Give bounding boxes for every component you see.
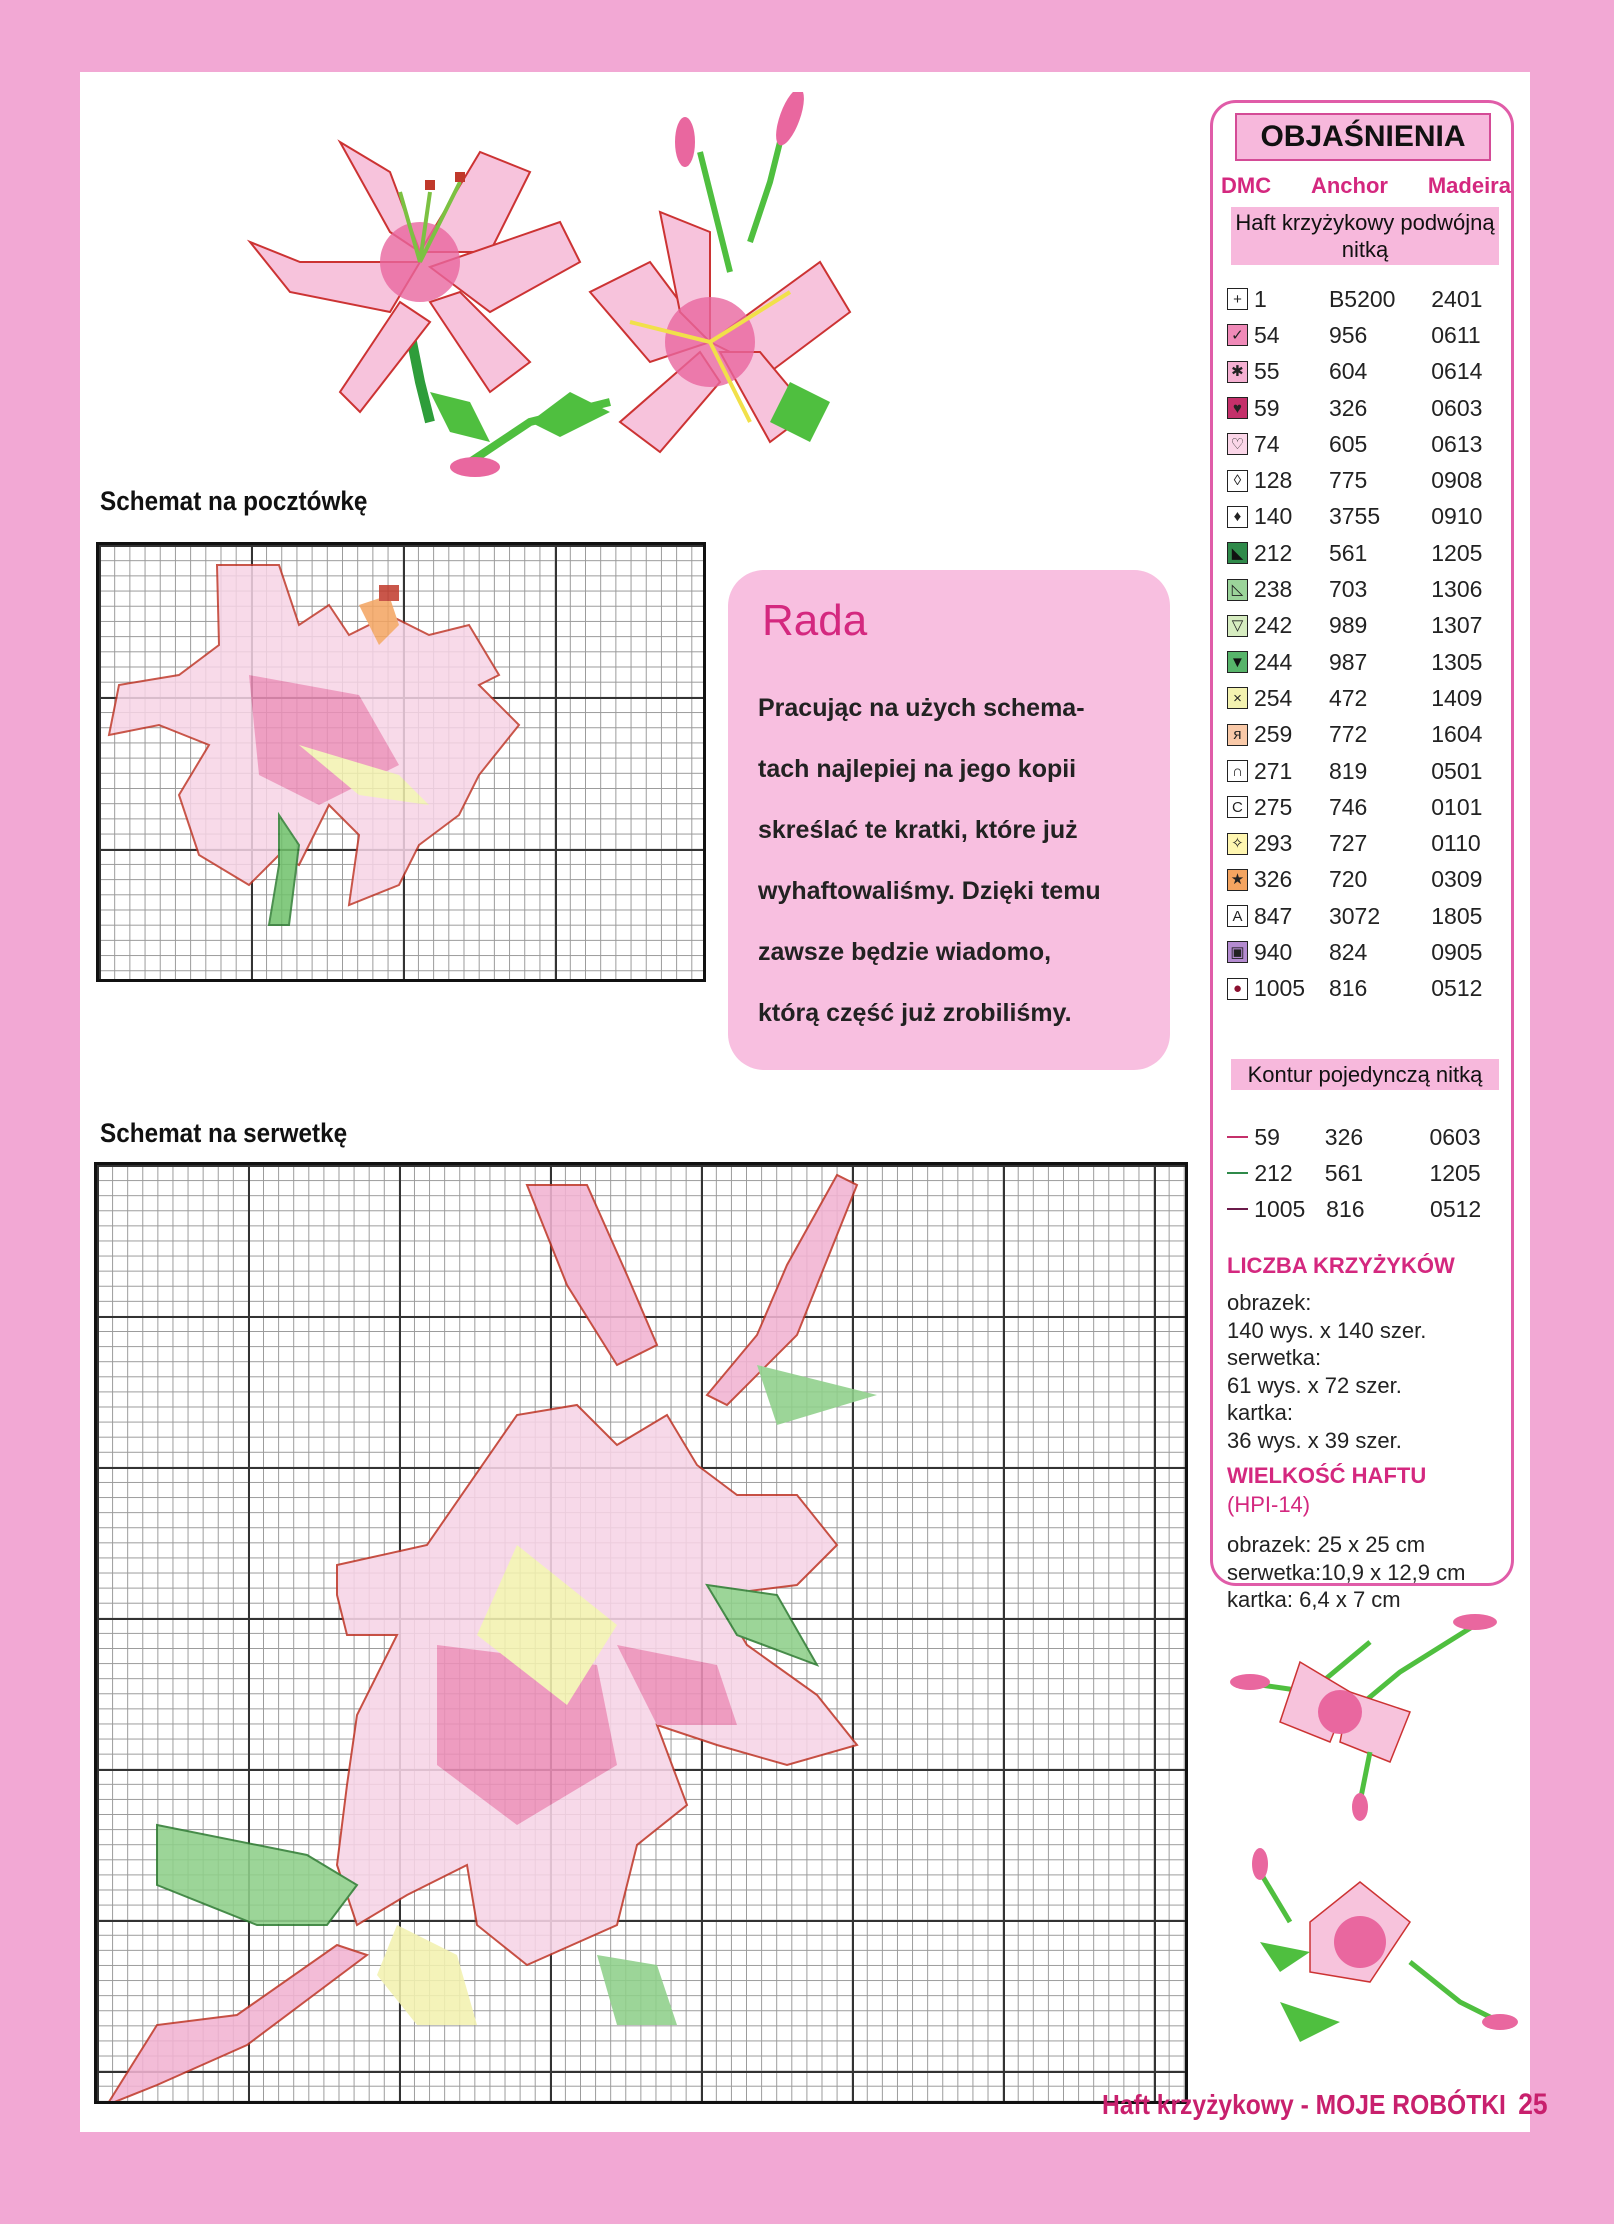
madeira-code: 0512 [1431,975,1483,1002]
outline-row [1227,1191,1507,1227]
legend-row [1227,426,1507,462]
postcard-lily-pattern [99,545,703,979]
dmc-code: 212 [1253,539,1293,566]
lily-left [250,142,580,442]
legend-row [1227,317,1507,353]
legend-row [1227,971,1507,1007]
stitch-symbol-icon: ◣ [1227,542,1248,564]
anchor-code: 956 [1328,321,1368,348]
madeira-code: 0603 [1431,394,1483,421]
dmc-code: 244 [1253,648,1293,675]
anchor-code: 326 [1328,394,1368,421]
dmc-code: 847 [1253,902,1293,929]
legend-row [1227,281,1507,317]
dmc-code: 242 [1253,612,1293,639]
stitch-symbol-icon: + [1227,288,1248,310]
size-sub: (HPI-14) [1227,1492,1311,1517]
madeira-code: 0905 [1431,938,1483,965]
legend-row [1227,571,1507,607]
anchor-code: 772 [1328,721,1368,748]
madeira-code: 0603 [1429,1123,1481,1150]
dmc-code: 1005 [1253,975,1306,1002]
page-footer [1102,2088,1548,2122]
anchor-code: 3755 [1328,503,1381,530]
magazine-page [80,72,1548,2132]
legend-row [1227,825,1507,861]
madeira-code: 1205 [1431,539,1483,566]
napkin-chart-grid [94,1162,1188,2104]
madeira-code: 0512 [1430,1195,1482,1222]
legend-panel [1210,100,1514,1612]
stitch-symbol-icon: ● [1227,978,1248,1000]
anchor-code: 824 [1328,938,1368,965]
small-lily-bottom [1252,1848,1518,2042]
outline-line-icon [1227,1172,1248,1174]
dmc-code: 271 [1253,757,1293,784]
dmc-code: 59 [1253,394,1280,421]
dmc-code: 293 [1253,830,1293,857]
dmc-code: 238 [1253,576,1293,603]
outline-rows [1227,1119,1507,1227]
size-header: WIELKOŚĆ HAFTU [1227,1463,1427,1488]
tip-box [728,570,1170,1070]
dmc-code: 275 [1253,793,1293,820]
madeira-code: 0910 [1431,503,1483,530]
stitch-symbol-icon: ▽ [1227,615,1248,637]
stitch-symbol-icon: ✓ [1227,324,1248,346]
stitch-symbol-icon: × [1227,687,1248,709]
madeira-code: 0309 [1431,866,1483,893]
anchor-code: 989 [1328,612,1368,639]
madeira-code: 0110 [1431,830,1481,857]
postcard-chart-grid [96,542,706,982]
legend-row [1227,862,1507,898]
stitch-count-header: LICZBA KRZYŻYKÓW [1227,1253,1455,1278]
madeira-code: 1409 [1431,684,1483,711]
legend-row [1227,499,1507,535]
anchor-code: 326 [1324,1123,1364,1150]
dmc-code: 128 [1253,467,1293,494]
legend-row [1227,717,1507,753]
dmc-code: 1005 [1254,1195,1306,1222]
page-number: 25 [1518,2088,1548,2121]
anchor-code: 746 [1328,793,1368,820]
anchor-code: 3072 [1328,902,1381,929]
stitch-symbol-icon: ♡ [1227,433,1248,455]
outline-line-icon [1227,1208,1248,1210]
madeira-code: 0613 [1431,430,1483,457]
count-line: 61 wys. x 72 szer. [1227,1372,1402,1398]
legend-row [1227,753,1507,789]
count-line: 140 wys. x 140 szer. [1227,1317,1427,1343]
outline-row [1227,1155,1507,1191]
tip-line: Pracując na użych schema- [758,694,1085,722]
anchor-code: 819 [1328,757,1368,784]
anchor-code: 472 [1328,684,1368,711]
napkin-chart-heading: Schemat na serwetkę [100,1118,348,1148]
stitch-symbol-icon: ▣ [1227,941,1248,963]
madeira-code: 1205 [1429,1159,1481,1186]
tip-title: Rada [762,596,868,645]
stitch-symbol-icon: ♥ [1227,397,1248,419]
madeira-code: 1306 [1431,576,1483,603]
madeira-code: 0101 [1431,793,1483,820]
footer-text: Haft krzyżykowy - MOJE ROBÓTKI [1102,2089,1506,2120]
stitch-symbol-icon: ✧ [1227,833,1248,855]
legend-row [1227,680,1507,716]
lily-illustrations [230,92,990,542]
legend-row [1227,934,1507,970]
napkin-lily-pattern [97,1165,1185,2101]
brand-anchor: Anchor [1310,173,1388,198]
dmc-code: 940 [1253,938,1293,965]
madeira-code: 1604 [1431,721,1483,748]
dmc-code: 59 [1254,1123,1280,1150]
anchor-code: 816 [1326,1195,1365,1222]
anchor-code: 703 [1328,576,1368,603]
brand-madeira: Madeira [1427,173,1511,198]
count-line: kartka: [1227,1400,1294,1425]
stitch-symbol-icon: ◊ [1227,470,1248,492]
count-line: obrazek: [1227,1290,1312,1315]
madeira-code: 1305 [1431,648,1483,675]
size-line: serwetka:10,9 x 12,9 cm [1227,1559,1466,1585]
stitch-symbol-icon: ∩ [1227,760,1248,782]
stitch-count-lines [1227,1289,1426,1454]
stitch-symbol-icon: C [1227,796,1248,818]
dmc-code: 140 [1253,503,1293,530]
dmc-code: 326 [1253,866,1293,893]
tip-line: wyhaftowaliśmy. Dzięki temu [758,877,1101,905]
madeira-code: 1307 [1431,612,1483,639]
stitch-symbol-icon: ♦ [1227,506,1248,528]
legend-brand-headers [1221,173,1511,199]
dmc-code: 55 [1253,358,1280,385]
legend-title: OBJAŚNIENIA [1235,113,1491,161]
anchor-code: 816 [1328,975,1368,1002]
dmc-code: 212 [1254,1159,1293,1186]
dmc-code: 74 [1253,430,1280,457]
dmc-code: 1 [1253,285,1267,312]
stitch-symbol-icon: A [1227,905,1248,927]
legend-row [1227,535,1507,571]
tip-line: zawsze będzie wiadomo, [758,938,1052,966]
outline-row [1227,1119,1507,1155]
tip-line: tach najlepiej na jego kopii [758,755,1077,783]
anchor-code: 561 [1324,1159,1364,1186]
anchor-code: 727 [1328,830,1368,857]
legend-rows [1227,281,1507,1007]
legend-row [1227,789,1507,825]
cross-stitch-header: Haft krzyżykowy podwójną nitką [1231,207,1499,265]
legend-row [1227,462,1507,498]
small-lily-illustrations [1220,1602,1520,2072]
legend-row [1227,608,1507,644]
tip-body [758,678,1158,1044]
madeira-code: 0501 [1431,757,1483,784]
dmc-code: 254 [1253,684,1293,711]
postcard-chart-heading: Schemat na pocztówkę [100,486,368,516]
outline-line-icon [1227,1136,1248,1138]
size-line: kartka: 6,4 x 7 cm [1227,1587,1401,1612]
madeira-code: 2401 [1431,285,1483,312]
anchor-code: 987 [1328,648,1368,675]
stitch-symbol-icon: ◺ [1227,579,1248,601]
tip-line: skreślać te kratki, które już [758,816,1078,844]
stitch-symbol-icon: ✱ [1227,361,1248,383]
stitch-symbol-icon: я [1227,724,1248,746]
anchor-code: 720 [1328,866,1368,893]
madeira-code: 0908 [1431,467,1483,494]
stitch-symbol-icon: ▼ [1227,651,1248,673]
count-line: 36 wys. x 39 szer. [1227,1427,1402,1453]
anchor-code: 561 [1328,539,1368,566]
anchor-code: 605 [1328,430,1368,457]
size-line: obrazek: 25 x 25 cm [1227,1532,1426,1557]
madeira-code: 1805 [1431,902,1483,929]
count-line: serwetka: [1227,1345,1322,1370]
small-lily-top [1230,1614,1497,1821]
madeira-code: 0611 [1431,321,1481,348]
madeira-code: 0614 [1431,358,1483,385]
legend-row [1227,390,1507,426]
brand-dmc: DMC [1221,173,1272,198]
outline-header: Kontur pojedynczą nitką [1231,1059,1499,1090]
anchor-code: B5200 [1328,285,1396,312]
anchor-code: 604 [1328,358,1368,385]
legend-row [1227,898,1507,934]
tip-line: którą część już zrobiliśmy. [758,999,1072,1027]
stitch-symbol-icon: ★ [1227,869,1248,891]
legend-row [1227,354,1507,390]
dmc-code: 259 [1253,721,1293,748]
legend-row [1227,644,1507,680]
dmc-code: 54 [1253,321,1280,348]
anchor-code: 775 [1328,467,1368,494]
